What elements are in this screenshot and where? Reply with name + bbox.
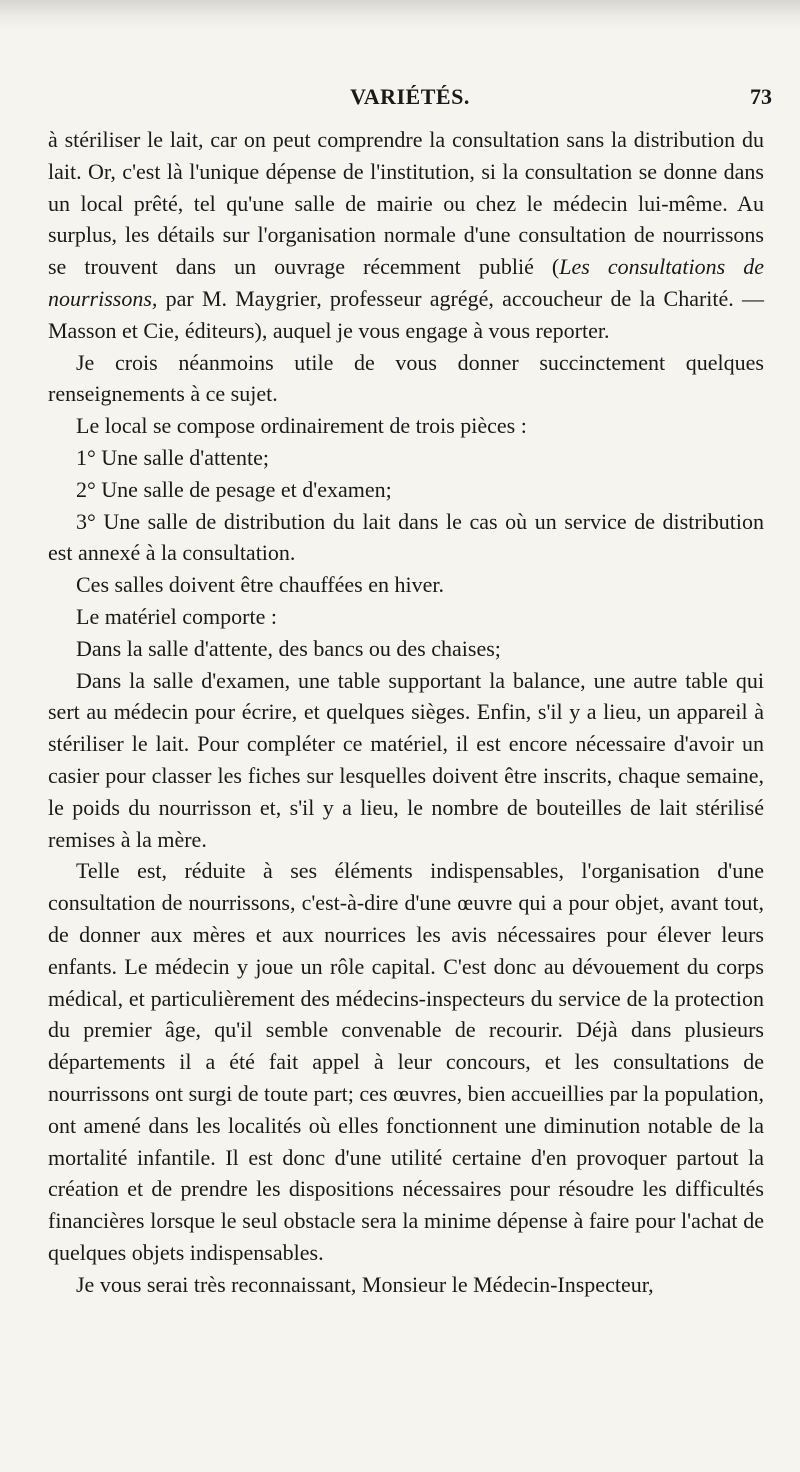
paragraph (48, 124, 764, 347)
paragraph: Le matériel comporte : (76, 603, 277, 629)
list-item: 2° Une salle de pesage et d'examen; (76, 476, 392, 502)
page-header (48, 84, 772, 114)
book-title: Les consultations de nourrissons, (48, 254, 764, 311)
paragraph: Le local se compose ordinairement de trois pièces : (76, 413, 527, 439)
paragraph: Dans la salle d'examen, une table supportant la balance, une autre table qui sert au médecin pour écrire, et quelques sièges. Enfin, s'il y a lieu, un appareil à stériliser le lait. Pour compléter ce matériel, il est encore nécessaire d'avoir un casier pour classer les fiches sur lesquelles doivent être inscrits, chaque semaine, le poids du nourrisson et, s'il y a lieu, le nombre de bouteilles de lait stérilisé remises à la mère. (48, 667, 764, 852)
paragraph: Je vous serai très reconnaissant, Monsieur le Médecin-Inspecteur, (76, 1271, 654, 1297)
running-title: VARIÉTÉS. (350, 84, 470, 109)
text-run: par M. Maygrier, professeur agrégé, accoucheur de la Charité. — Masson et Cie, éditeurs), auquel je vous engage à vous reporter. (48, 285, 764, 343)
paragraph: Dans la salle d'attente, des bancs ou des chaises; (76, 635, 501, 661)
paragraph: Ces salles doivent être chauffées en hiver. (76, 572, 444, 598)
list-item: 1° Une salle d'attente; (76, 444, 269, 470)
body-text (48, 124, 764, 1300)
paragraph: Je crois néanmoins utile de vous donner succinctement quelques renseignements à ce sujet. (48, 349, 764, 407)
scan-top-edge (0, 0, 800, 30)
page-number: 73 (750, 84, 772, 109)
paragraph: Telle est, réduite à ses éléments indispensables, l'organisation d'une consultation de nourrissons, c'est-à-dire d'une œuvre qui a pour objet, avant tout, de donner aux mères et aux nourrices les avis nécessaires pour élever leurs enfants. Le médecin y joue un rôle capital. C'est donc au dévouement du corps médical, et particulièrement des médecins-inspecteurs du service de la protection du premier âge, qu'il semble convenable de recourir. Déjà dans plusieurs départements il a été fait appel à leur concours, et les consultations de nourrissons ont surgi de toute part; ces œuvres, bien accueillies par la population, ont amené dans les localités où elles fonctionnent une diminution notable de la mortalité infantile. Il est donc d'une utilité certaine d'en provoquer partout la création et de prendre les dispositions nécessaires pour résoudre les difficultés financières lorsque le seul obstacle sera la minime dépense à faire pour l'achat de quelques objets indispensables. (48, 858, 764, 1265)
list-item: 3° Une salle de distribution du lait dans le cas où un service de distribution est annexé à la consultation. (48, 508, 764, 566)
text-run: à stériliser le lait, car on peut comprendre la consultation sans la distribution du lait. Or, c'est là l'unique dépense de l'institution, si la consultation se donne dans un local prêté, tel qu'une salle de mairie ou chez le médecin lui-même. Au surplus, les détails sur l'organisation normale d'une consultation de nourrissons se trouvent dans un ouvrage récemment publié ( (48, 127, 764, 280)
